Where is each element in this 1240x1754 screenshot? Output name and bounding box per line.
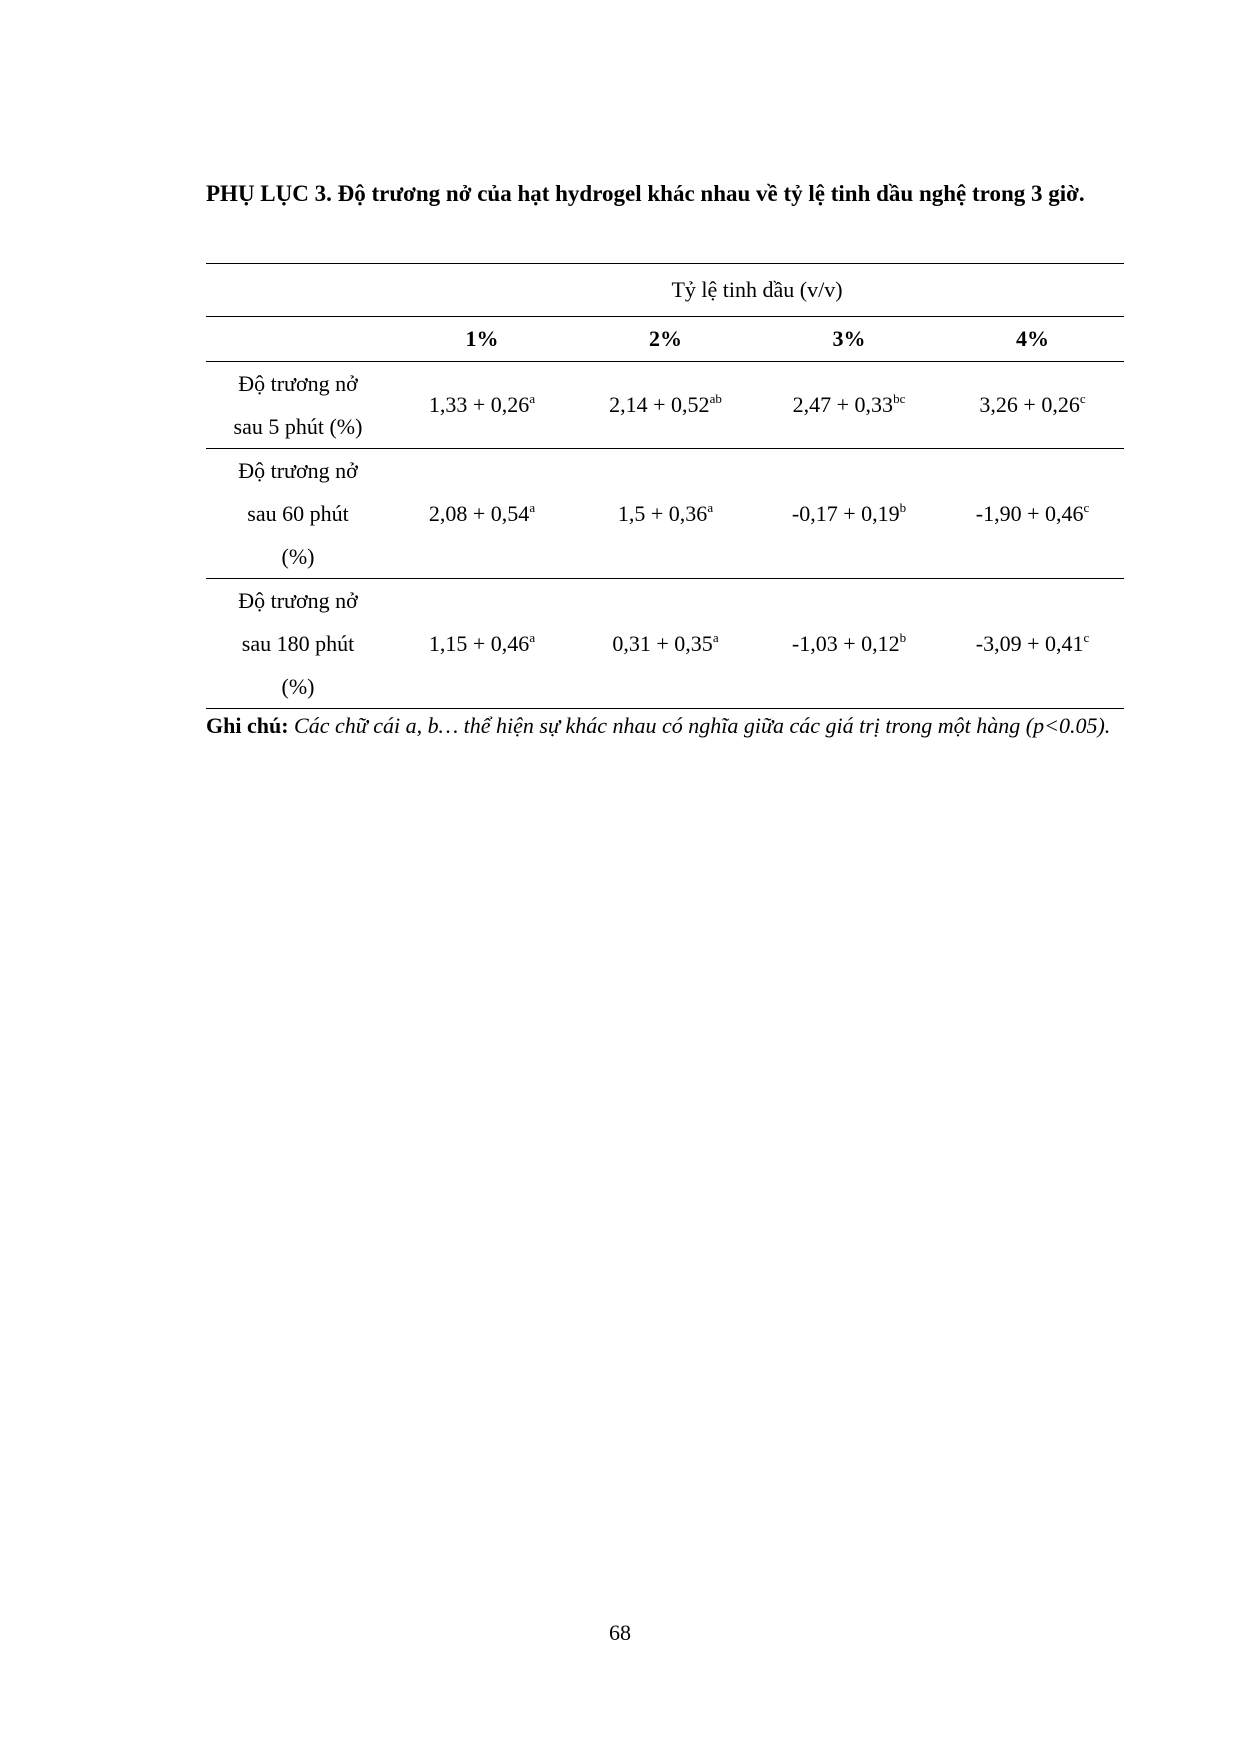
- row-label-line: Độ trương nở: [238, 588, 358, 613]
- table-cell: -1,03 + 0,12$^b$: [757, 579, 941, 709]
- row-label: [206, 362, 390, 449]
- row-label-line: Độ trương nở: [238, 371, 358, 396]
- table-column-header-row: [206, 317, 1124, 362]
- table-cell: 1,33 + 0,26$^a$: [390, 362, 574, 449]
- note-text: Các chữ cái a, b… thể hiện sự khác nhau có nghĩa giữa các giá trị trong một hàng (p<0.05).: [294, 713, 1111, 738]
- table-cell: -0,17 + 0,19$^b$: [757, 449, 941, 579]
- table-cell: 2,47 + 0,33$^{bc}$: [757, 362, 941, 449]
- table-cell: 2,14 + 0,52$^{ab}$: [574, 362, 757, 449]
- row-label-line: sau 60 phút: [247, 501, 349, 526]
- row-label-line: sau 180 phút: [241, 631, 355, 656]
- note-label: Ghi chú:: [206, 713, 289, 738]
- table-cell: 1,5 + 0,36$^a$: [574, 449, 757, 579]
- table-cell: -3,09 + 0,41$^c$: [941, 579, 1124, 709]
- column-header: 2%: [574, 317, 757, 362]
- column-header: 3%: [757, 317, 941, 362]
- table-cell: 0,31 + 0,35$^a$: [574, 579, 757, 709]
- row-label-line: (%): [281, 674, 315, 699]
- group-header: Tỷ lệ tinh dầu (v/v): [390, 264, 1124, 317]
- page-number: 68: [609, 1620, 631, 1645]
- table-row: [206, 362, 1124, 449]
- row-label-line: (%): [281, 544, 315, 569]
- row-label: [206, 579, 390, 709]
- swelling-table: [206, 263, 1124, 709]
- table-row: [206, 579, 1124, 709]
- table-row: [206, 449, 1124, 579]
- row-label-line: sau 5 phút (%): [233, 414, 363, 439]
- column-header: 1%: [390, 317, 574, 362]
- appendix-title: PHỤ LỤC 3. Độ trương nở của hạt hydrogel khác nhau về tỷ lệ tinh dầu nghệ trong 3 giờ.: [206, 181, 1085, 206]
- table-corner-cell: [206, 264, 390, 317]
- table-cell: 3,26 + 0,26$^c$: [941, 362, 1124, 449]
- row-label-line: Độ trương nở: [238, 458, 358, 483]
- table-group-header-row: [206, 264, 1124, 317]
- table-cell: 2,08 + 0,54$^a$: [390, 449, 574, 579]
- column-header: 4%: [941, 317, 1124, 362]
- table-note: [206, 704, 1126, 748]
- table-cell: -1,90 + 0,46$^c$: [941, 449, 1124, 579]
- table-cell: 1,15 + 0,46$^a$: [390, 579, 574, 709]
- row-label: [206, 449, 390, 579]
- table-corner-cell: [206, 317, 390, 362]
